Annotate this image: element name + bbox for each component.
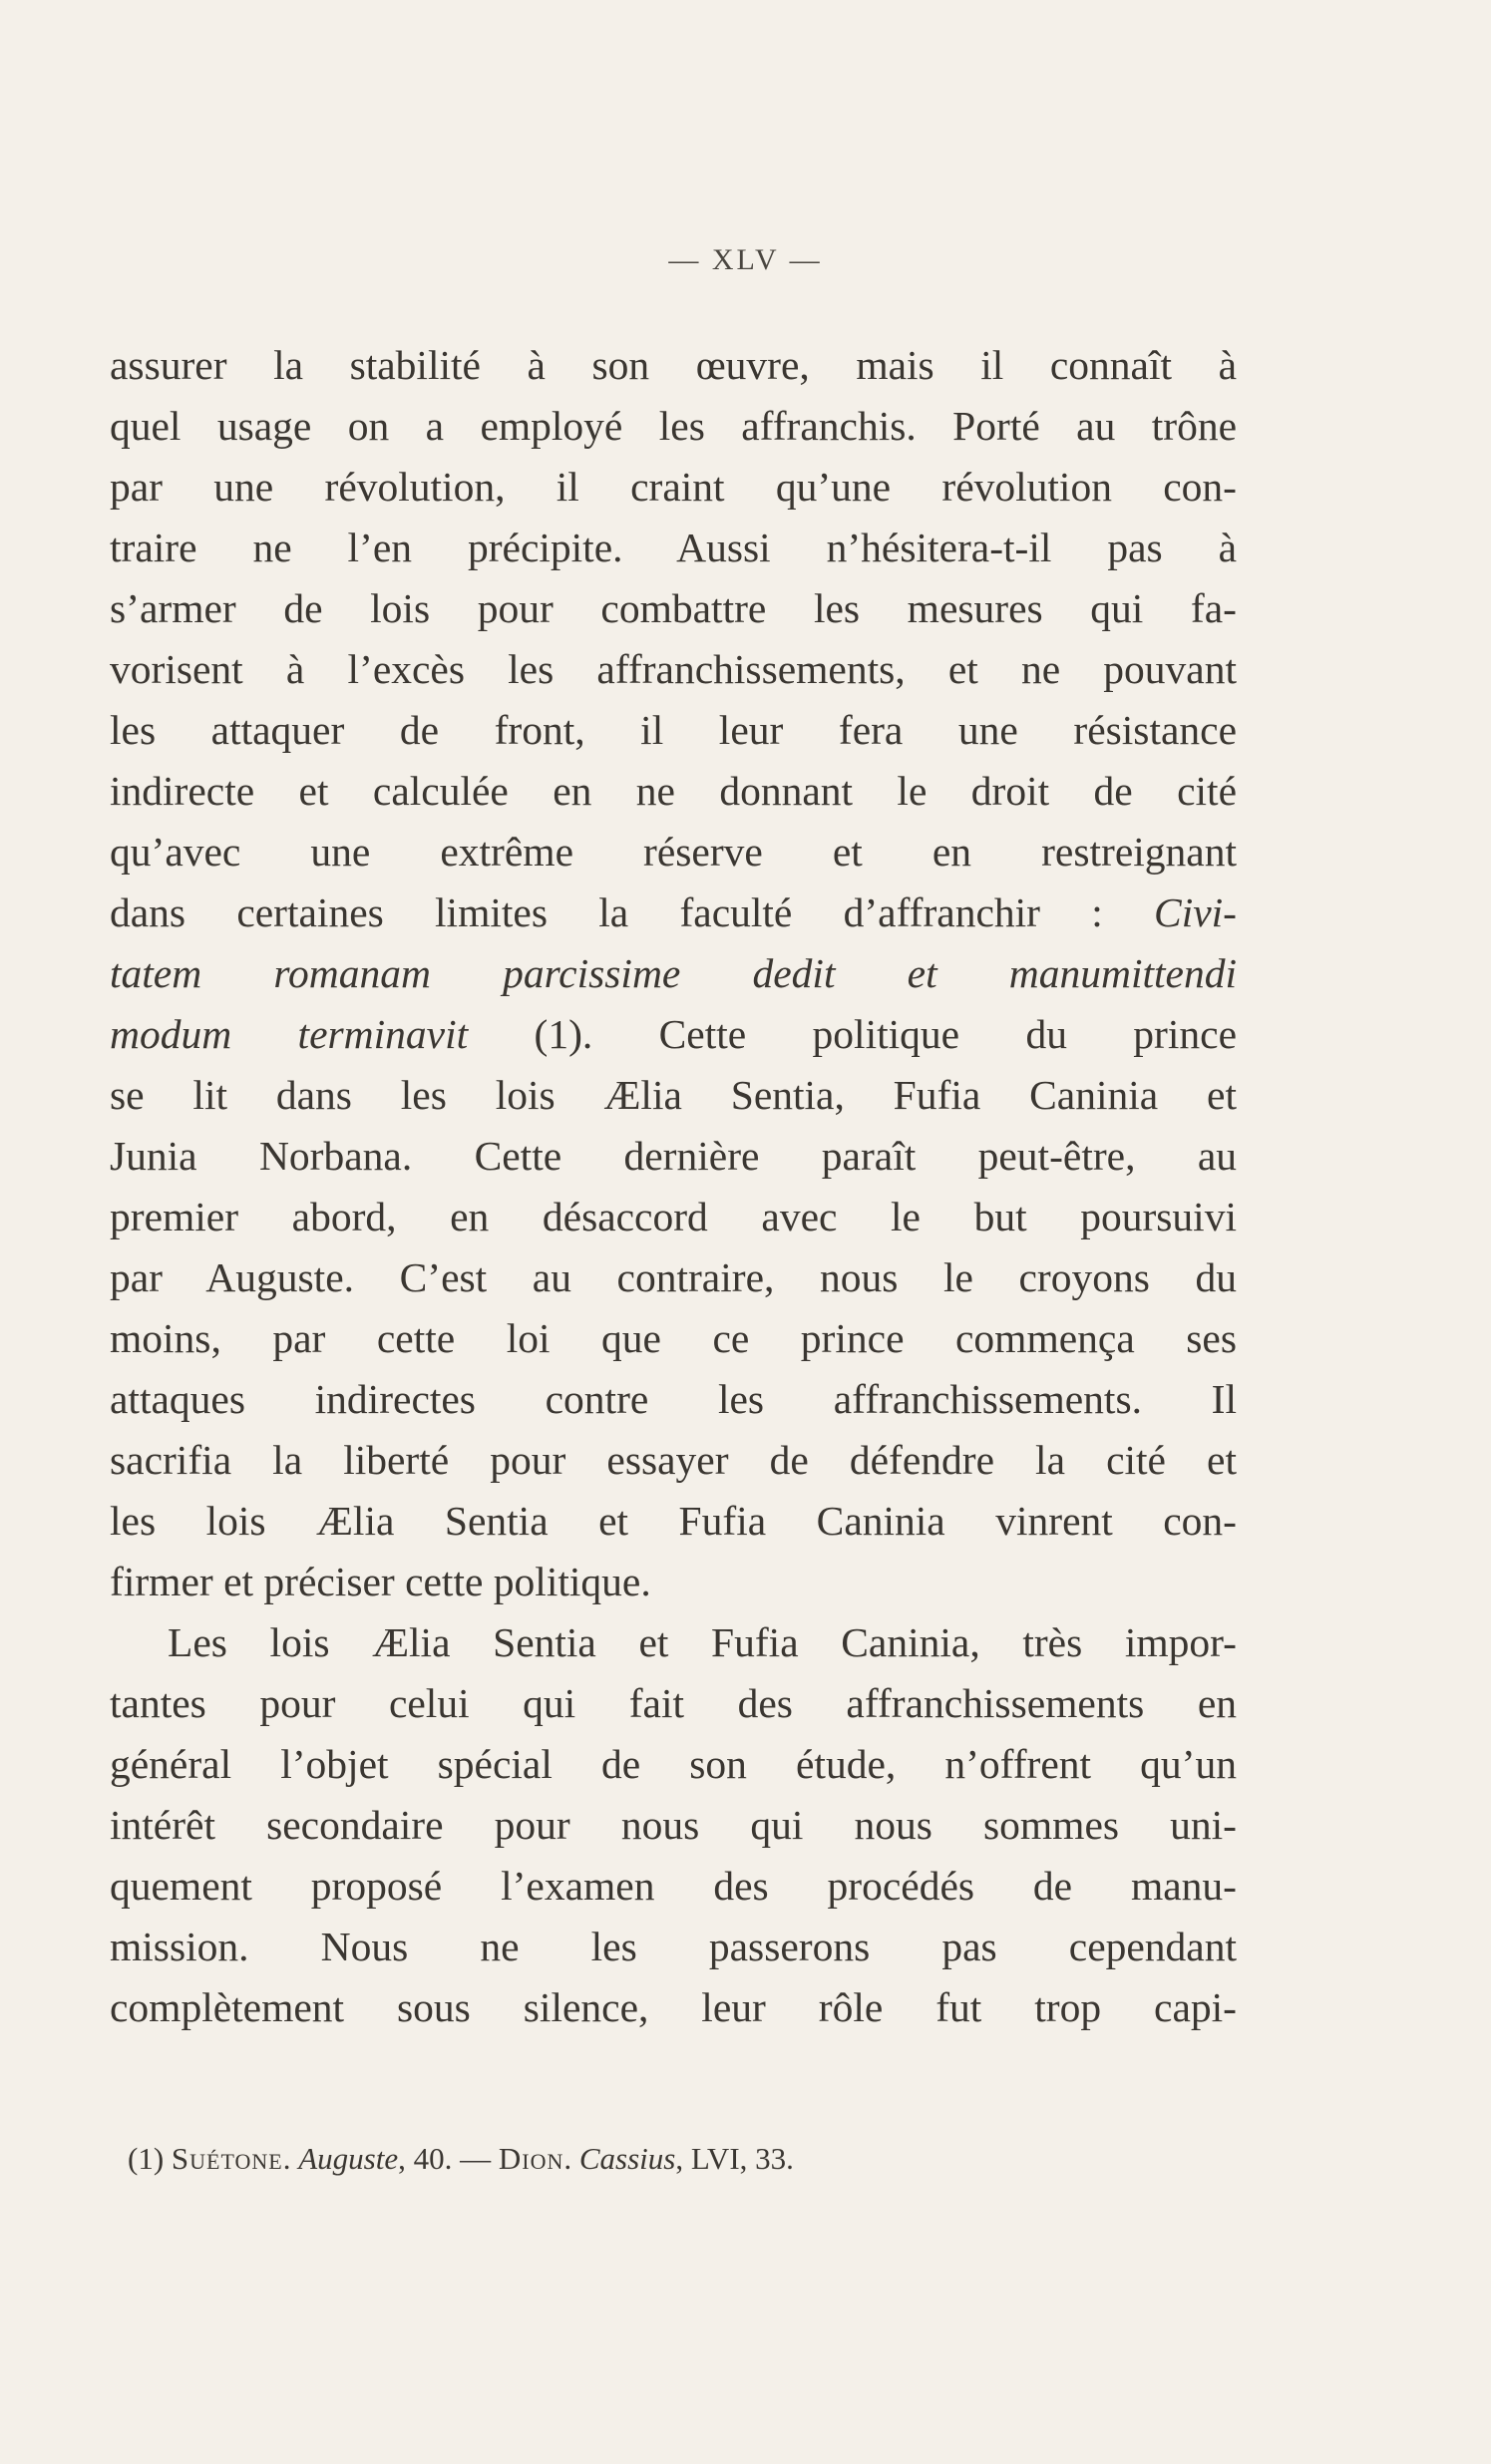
body-text [110,335,1237,2038]
text-line: traire ne l’en précipite. Aussi n’hésitera-t-il pas à [110,525,1237,570]
text-line: se lit dans les lois Ælia Sentia, Fufia Caninia et [110,1072,1237,1118]
text-line: sacrifia la liberté pour essayer de défendre la cité et [110,1437,1237,1483]
paragraph-first-line: Les lois Ælia Sentia et Fufia Caninia, très impor- [168,1619,1237,1665]
text-line [110,882,1237,943]
text-line: général l’objet spécial de son étude, n’offrent qu’un [110,1741,1237,1787]
text-line: quel usage on a employé les affranchis. Porté au trône [110,403,1237,449]
latin-quote-line: tatem romanam parcissime dedit et manumittendi [110,950,1237,996]
text-line: moins, par cette loi que ce prince commença ses [110,1315,1237,1361]
footnote-separator: . [282,2141,299,2176]
text-line: qu’avec une extrême réserve et en restreignant [110,829,1237,875]
text-line: s’armer de lois pour combattre les mesures qui fa- [110,585,1237,631]
latin-quote: Civi- [1154,889,1237,935]
footnote-reference: , LVI, 33. [675,2141,794,2176]
text-line [110,1004,1237,1065]
footnote-separator: . [563,2141,579,2176]
text-line: complètement sous silence, leur rôle fut trop capi- [110,1984,1237,2030]
text-line: les lois Ælia Sentia et Fufia Caninia vinrent con- [110,1498,1237,1544]
text-line: mission. Nous ne les passerons pas cependant [110,1924,1237,1969]
text-line: par Auguste. C’est au contraire, nous le croyons du [110,1254,1237,1300]
text-line: quement proposé l’examen des procédés de manu- [110,1863,1237,1909]
text-line: tantes pour celui qui fait des affranchissements en [110,1680,1237,1726]
page-header: — XLV — [668,243,823,276]
text-line: par une révolution, il craint qu’une révolution con- [110,464,1237,510]
text-line: intérêt secondaire pour nous qui nous sommes uni- [110,1802,1237,1848]
footnote-number: (1) [128,2141,172,2176]
footnote [128,2139,1225,2179]
text-line: les attaquer de front, il leur fera une résistance [110,707,1237,753]
latin-quote: modum terminavit [110,1011,469,1057]
text-segment: (1). Cette politique du prince [468,1011,1237,1057]
footnote-author: Dion [498,2141,564,2176]
text-line: vorisent à l’excès les affranchissements, et ne pouvant [110,646,1237,692]
text-segment: dans certaines limites la faculté d’affranchir : [110,889,1155,935]
text-line: assurer la stabilité à son œuvre, mais il connaît à [110,342,1237,388]
text-line: attaques indirectes contre les affranchissements. Il [110,1376,1237,1422]
footnote-reference: , 40. — [398,2141,499,2176]
footnote-author: Suétone [171,2141,283,2176]
footnote-work: Cassius [578,2141,676,2176]
text-line: premier abord, en désaccord avec le but poursuivi [110,1194,1237,1239]
text-line: firmer et préciser cette politique. [110,1559,651,1604]
text-line: Junia Norbana. Cette dernière paraît peut-être, au [110,1133,1237,1179]
footnote-work: Auguste [298,2141,399,2176]
text-line: indirecte et calculée en ne donnant le droit de cité [110,768,1237,814]
